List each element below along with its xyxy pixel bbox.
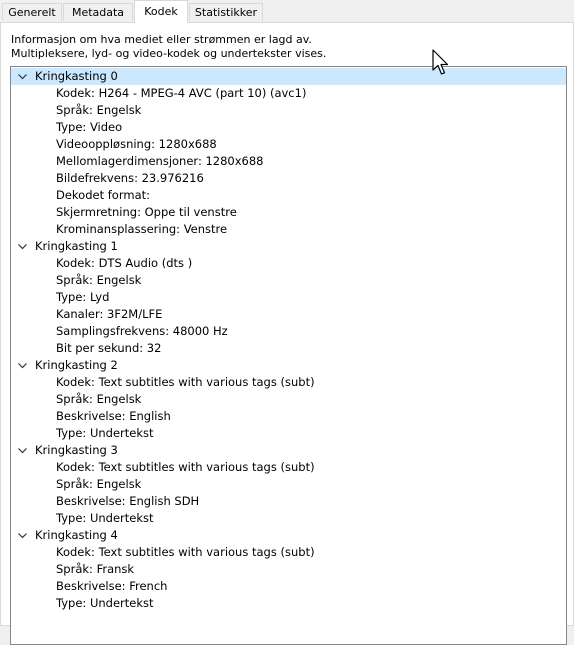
tree-leaf-property[interactable]: [11, 272, 566, 289]
tree-leaf-property[interactable]: [11, 340, 566, 357]
tree-leaf-label: Bildefrekvens: 23.976216: [56, 171, 204, 185]
chevron-down-icon[interactable]: [18, 531, 27, 540]
tree-leaf-label: Kanaler: 3F2M/LFE: [56, 307, 163, 321]
tab-label: Statistikker: [194, 6, 258, 19]
tree-leaf-property[interactable]: [11, 136, 566, 153]
tree-leaf-property[interactable]: [11, 221, 566, 238]
tree-node-label: Kringkasting 4: [35, 528, 118, 542]
chevron-down-icon[interactable]: [18, 361, 27, 370]
tree-leaf-property[interactable]: [11, 459, 566, 476]
tree-node-stream[interactable]: [11, 238, 566, 255]
mouse-cursor-icon: [432, 49, 450, 77]
chevron-down-icon[interactable]: [18, 446, 27, 455]
tree-leaf-label: Kodek: Text subtitles with various tags (subt): [56, 375, 315, 389]
tree-leaf-property[interactable]: [11, 170, 566, 187]
tree-leaf-property[interactable]: [11, 595, 566, 612]
tree-leaf-label: Språk: Engelsk: [56, 273, 142, 287]
tree-leaf-label: Kodek: DTS Audio (dts ): [56, 256, 193, 270]
tree-leaf-label: Språk: Engelsk: [56, 103, 142, 117]
tree-leaf-property[interactable]: [11, 153, 566, 170]
tab-generelt[interactable]: [2, 3, 62, 21]
tree-leaf-label: Beskrivelse: French: [56, 579, 168, 593]
tree-leaf-property[interactable]: [11, 391, 566, 408]
tree-leaf-property[interactable]: [11, 306, 566, 323]
tree-leaf-property[interactable]: [11, 510, 566, 527]
tree-leaf-label: Beskrivelse: English: [56, 409, 171, 423]
tree-leaf-property[interactable]: [11, 544, 566, 561]
tree-leaf-label: Type: Video: [56, 120, 123, 134]
tree-leaf-property[interactable]: [11, 374, 566, 391]
tree-leaf-label: Type: Undertekst: [56, 596, 154, 610]
tree-leaf-property[interactable]: [11, 476, 566, 493]
panel-description: [11, 33, 326, 61]
tree-leaf-property[interactable]: [11, 408, 566, 425]
tree-leaf-property[interactable]: [11, 255, 566, 272]
tree-leaf-property[interactable]: [11, 425, 566, 442]
tree-leaf-property[interactable]: [11, 578, 566, 595]
tree-node-label: Kringkasting 3: [35, 443, 118, 457]
tree-leaf-property[interactable]: [11, 119, 566, 136]
tab-kodek[interactable]: [134, 0, 188, 23]
tree-leaf-label: Type: Undertekst: [56, 426, 154, 440]
tree-leaf-label: Type: Undertekst: [56, 511, 154, 525]
tree-leaf-label: Samplingsfrekvens: 48000 Hz: [56, 324, 228, 338]
tree-leaf-label: Språk: Engelsk: [56, 477, 142, 491]
tree-leaf-label: Type: Lyd: [56, 290, 110, 304]
codec-panel: [0, 22, 574, 626]
tree-leaf-property[interactable]: [11, 323, 566, 340]
tree-leaf-label: Kodek: Text subtitles with various tags (subt): [56, 460, 315, 474]
tree-node-stream[interactable]: [11, 527, 566, 544]
tree-node-label: Kringkasting 1: [35, 239, 118, 253]
tree-leaf-label: Språk: Engelsk: [56, 392, 142, 406]
tab-metadata[interactable]: [63, 3, 133, 21]
tree-leaf-label: Språk: Fransk: [56, 562, 135, 576]
description-line: Multipleksere, lyd- og video-kodek og undertekster vises.: [11, 47, 327, 60]
chevron-down-icon[interactable]: [18, 72, 27, 81]
description-line: Informasjon om hva mediet eller strømmen er lagd av.: [11, 33, 312, 46]
tree-leaf-label: Beskrivelse: English SDH: [56, 494, 200, 508]
tab-label: Generelt: [8, 6, 56, 19]
tree-leaf-property[interactable]: [11, 204, 566, 221]
tree-leaf-label: Skjermretning: Oppe til venstre: [56, 205, 237, 219]
tree-leaf-label: Videooppløsning: 1280x688: [56, 137, 217, 151]
tab-label: Kodek: [144, 5, 178, 18]
tree-leaf-label: Bit per sekund: 32: [56, 341, 162, 355]
tree-node-stream[interactable]: [11, 68, 566, 85]
tree-leaf-label: Dekodet format:: [56, 188, 150, 202]
tree-leaf-property[interactable]: [11, 85, 566, 102]
tree-leaf-property[interactable]: [11, 561, 566, 578]
tree-node-stream[interactable]: [11, 357, 566, 374]
tab-bar: [0, 0, 574, 22]
tree-leaf-property[interactable]: [11, 493, 566, 510]
tree-node-label: Kringkasting 0: [35, 69, 118, 83]
tab-statistikker[interactable]: [189, 3, 263, 21]
tree-leaf-label: Kodek: H264 - MPEG-4 AVC (part 10) (avc1): [56, 86, 307, 100]
tree-leaf-label: Kodek: Text subtitles with various tags (subt): [56, 545, 315, 559]
tree-leaf-label: Krominansplassering: Venstre: [56, 222, 228, 236]
tree-leaf-property[interactable]: [11, 102, 566, 119]
tree-node-stream[interactable]: [11, 442, 566, 459]
tree-leaf-label: Mellomlagerdimensjoner: 1280x688: [56, 154, 264, 168]
chevron-down-icon[interactable]: [18, 242, 27, 251]
tree-leaf-property[interactable]: [11, 289, 566, 306]
tree-node-label: Kringkasting 2: [35, 358, 118, 372]
stream-tree[interactable]: [10, 66, 567, 645]
tab-label: Metadata: [71, 6, 125, 19]
tree-leaf-property[interactable]: [11, 187, 566, 204]
